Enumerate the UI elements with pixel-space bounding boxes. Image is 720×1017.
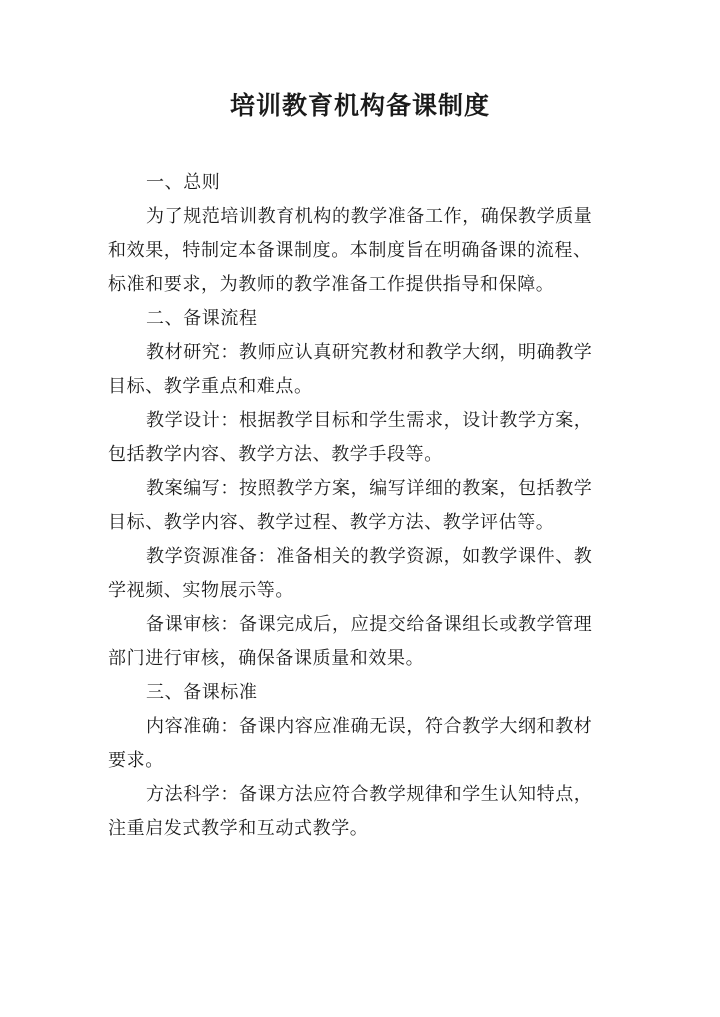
paragraph-line: 教案编写：按照教学方案，编写详细的教案，包括教学 (146, 478, 593, 499)
paragraph-line: 教学设计：根据教学目标和学生需求，设计教学方案， (146, 410, 593, 431)
paragraph-line: 注重启发式教学和互动式教学。 (108, 818, 369, 839)
paragraph-line: 目标、教学内容、教学过程、教学方法、教学评估等。 (108, 512, 555, 533)
document-body (108, 166, 614, 846)
paragraph-line: 教材研究：教师应认真研究教材和教学大纲，明确教学 (146, 342, 593, 363)
paragraph-line: 和效果，特制定本备课制度。本制度旨在明确备课的流程、 (108, 240, 592, 261)
document-title: 培训教育机构备课制度 (229, 91, 490, 120)
paragraph-line: 备课审核：备课完成后，应提交给备课组长或教学管理 (146, 614, 593, 635)
paragraph-line: 包括教学内容、教学方法、教学手段等。 (108, 444, 443, 465)
paragraph-line: 部门进行审核，确保备课质量和效果。 (108, 648, 425, 669)
paragraph-line: 教学资源准备：准备相关的教学资源，如教学课件、教 (146, 546, 593, 567)
paragraph-line: 要求。 (108, 750, 164, 771)
section-heading-standards: 三、备课标准 (146, 682, 258, 703)
paragraph-line: 方法科学：备课方法应符合教学规律和学生认知特点， (146, 784, 593, 805)
paragraph-line: 目标、教学重点和难点。 (108, 376, 313, 397)
paragraph-line: 学视频、实物展示等。 (108, 580, 294, 601)
section-heading-general: 一、总则 (146, 172, 221, 193)
section-heading-process: 二、备课流程 (146, 308, 258, 329)
paragraph-line: 标准和要求，为教师的教学准备工作提供指导和保障。 (108, 274, 555, 295)
paragraph-line: 为了规范培训教育机构的教学准备工作，确保教学质量 (146, 206, 593, 227)
paragraph-line: 内容准确：备课内容应准确无误，符合教学大纲和教材 (146, 716, 593, 737)
